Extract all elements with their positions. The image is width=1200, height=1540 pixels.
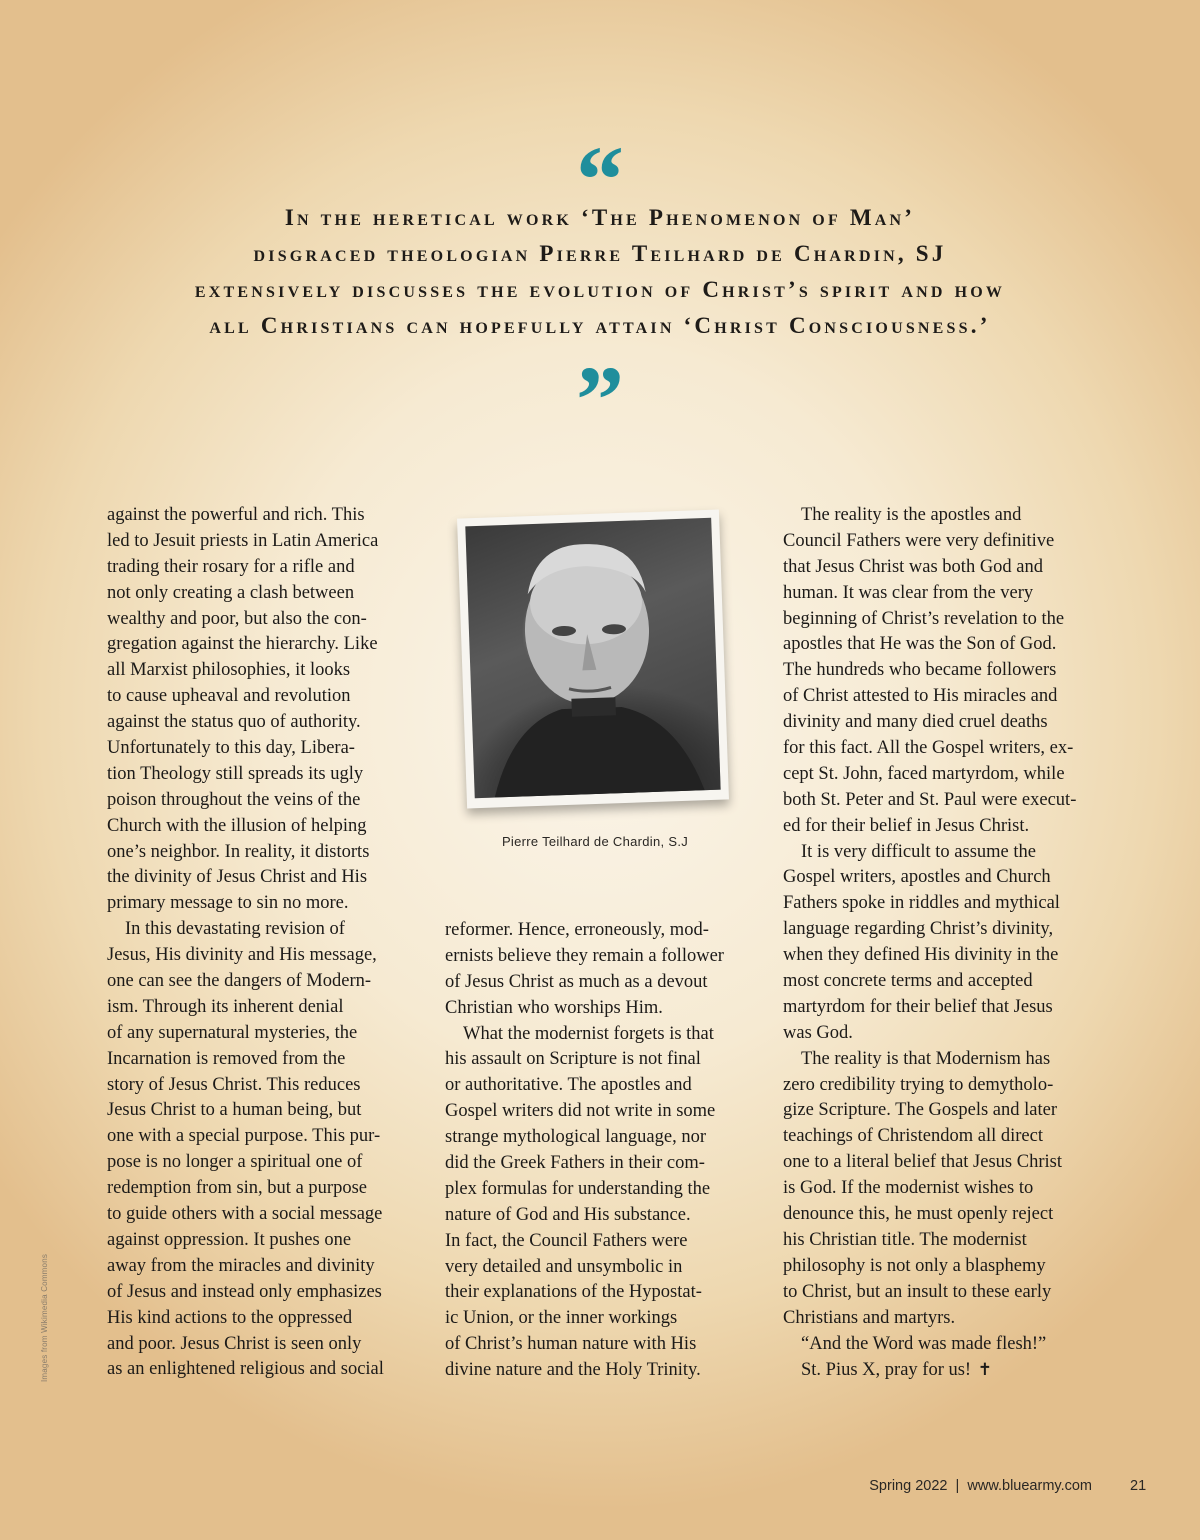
text-line: to cause upheaval and revolution (107, 686, 351, 707)
text-line: The reality is the apostles and (801, 505, 1022, 525)
text-line: Unfortunately to this day, Libera- (107, 738, 355, 759)
pull-quote-line: extensively discusses the evolution of Christ’s spirit and how (194, 277, 1006, 302)
text-line-final (783, 1357, 1103, 1383)
text-line: reformer. Hence, erroneously, mod- (445, 920, 709, 940)
open-quote-mark: “ (576, 126, 624, 233)
text-line: zero credibility trying to demytholo- (783, 1074, 1054, 1095)
footer-separator: | (955, 1478, 960, 1494)
article-column-1 (107, 503, 427, 1383)
text-line: against the status quo of authority. (107, 712, 361, 733)
text-line: one to a literal belief that Jesus Christ (783, 1152, 1062, 1173)
image-credit: Images from Wikimedia Commons (40, 1253, 49, 1382)
text-line: one’s neighbor. In reality, it distorts (107, 841, 370, 862)
text-line: trading their rosary for a rifle and (107, 556, 355, 577)
text-line: his assault on Scripture is not final (445, 1049, 701, 1070)
pull-quote (130, 200, 1070, 344)
closing-line-text: St. Pius X, pray for us! (801, 1360, 972, 1381)
text-line: and poor. Jesus Christ is seen only (107, 1333, 362, 1354)
text-line: primary message to sin no more. (107, 893, 349, 914)
portrait-photo (465, 518, 720, 798)
text-line: was God. (783, 1022, 853, 1043)
text-line: one with a special purpose. This pur- (107, 1126, 381, 1147)
text-line: apostles that He was the Son of God. (783, 634, 1057, 655)
portrait-photo-frame (457, 510, 729, 809)
text-line: gize Scripture. The Gospels and later (783, 1100, 1057, 1121)
text-line: to guide others with a social message (107, 1204, 383, 1225)
text-line: not only creating a clash between (107, 582, 355, 603)
text-line: Christian who worships Him. (445, 997, 663, 1018)
page-number: 21 (1130, 1478, 1147, 1494)
text-line: wealthy and poor, but also the con- (107, 608, 367, 629)
text-line: nature of God and His substance. (445, 1204, 691, 1225)
text-line: human. It was clear from the very (783, 582, 1034, 603)
text-line: poison throughout the veins of the (107, 789, 361, 810)
text-line: that Jesus Christ was both God and (783, 556, 1044, 577)
text-line: did the Greek Fathers in their com- (445, 1153, 705, 1174)
pull-quote-line: disgraced theologian Pierre Teilhard de Chardin, SJ (253, 241, 947, 266)
issue-date: Spring 2022 (869, 1478, 948, 1494)
text-line: their explanations of the Hypostat- (445, 1282, 702, 1303)
text-line: most concrete terms and accepted (783, 971, 1033, 992)
text-line: of Christ’s human nature with His (445, 1334, 697, 1355)
photo-caption: Pierre Teilhard de Chardin, S.J (501, 834, 689, 849)
text-line: both St. Peter and St. Paul were execut- (783, 789, 1077, 810)
text-line: Gospel writers did not write in some (445, 1101, 716, 1122)
article-column-2 (445, 918, 765, 1384)
text-line: The hundreds who became followers (783, 660, 1057, 681)
text-line: for this fact. All the Gospel writers, ex- (783, 738, 1074, 759)
text-line: It is very difficult to assume the (801, 841, 1036, 862)
text-line: very detailed and unsymbolic in (445, 1256, 683, 1277)
text-line: or authoritative. The apostles and (445, 1075, 692, 1096)
text-line: philosophy is not only a blasphemy (783, 1255, 1046, 1276)
text-line: Jesus, His divinity and His message, (107, 945, 377, 966)
text-line: of Jesus and instead only emphasizes (107, 1281, 382, 1302)
text-line: ic Union, or the inner workings (445, 1308, 678, 1329)
text-line: divinity and many died cruel deaths (783, 712, 1048, 733)
text-line: the divinity of Jesus Christ and His (107, 867, 368, 888)
cross-icon: ✝ (977, 1360, 992, 1380)
text-line: when they defined His divinity in the (783, 945, 1059, 966)
pull-quote-line: In the heretical work ‘The Phenomenon of Man’ (284, 205, 916, 230)
text-line: redemption from sin, but a purpose (107, 1178, 367, 1199)
website-link[interactable]: www.bluearmy.com (967, 1478, 1092, 1494)
text-line: story of Jesus Christ. This reduces (107, 1074, 361, 1095)
text-line: led to Jesuit priests in Latin America (107, 530, 379, 551)
text-line: strange mythological language, nor (445, 1127, 706, 1148)
text-line: Gospel writers, apostles and Church (783, 867, 1051, 888)
text-line: of Christ attested to His miracles and (783, 686, 1058, 707)
portrait-illustration (465, 518, 720, 798)
text-line: ernists believe they remain a follower (445, 945, 724, 966)
text-line: of Jesus Christ as much as a devout (445, 971, 708, 992)
close-quote-mark: ” (576, 346, 624, 453)
text-line: cept St. John, faced martyrdom, while (783, 763, 1065, 784)
text-line: Jesus Christ to a human being, but (107, 1100, 362, 1121)
text-line: Christians and martyrs. (783, 1307, 956, 1328)
text-line: martyrdom for their belief that Jesus (783, 996, 1053, 1017)
text-line: ed for their belief in Jesus Christ. (783, 815, 1030, 836)
text-line: pose is no longer a spiritual one of (107, 1152, 363, 1173)
text-line: Church with the illusion of helping (107, 815, 367, 836)
text-line: In fact, the Council Fathers were (445, 1230, 688, 1251)
pull-quote-line: all Christians can hopefully attain ‘Christ Consciousness.’ (209, 313, 991, 338)
text-line: What the modernist forgets is that (463, 1023, 714, 1044)
text-line: denounce this, he must openly reject (783, 1204, 1054, 1225)
text-line: The reality is that Modernism has (801, 1048, 1051, 1069)
text-line: Council Fathers were very definitive (783, 530, 1055, 551)
text-line: to Christ, but an insult to these early (783, 1281, 1052, 1302)
text-line: his Christian title. The modernist (783, 1229, 1027, 1250)
text-line: Fathers spoke in riddles and mythical (783, 893, 1060, 914)
text-line: gregation against the hierarchy. Like (107, 634, 378, 655)
text-line: one can see the dangers of Modern- (107, 971, 372, 992)
text-line: His kind actions to the oppressed (107, 1307, 353, 1328)
page-footer (869, 1478, 1092, 1494)
text-line: as an enlightened religious and social (107, 1359, 384, 1380)
text-line: In this devastating revision of (125, 919, 345, 940)
article-column-3 (783, 503, 1103, 1383)
text-line: beginning of Christ’s revelation to the (783, 608, 1065, 629)
text-line: against oppression. It pushes one (107, 1229, 352, 1250)
text-line: is God. If the modernist wishes to (783, 1178, 1034, 1199)
text-line: plex formulas for understanding the (445, 1178, 711, 1199)
text-line: against the powerful and rich. This (107, 505, 365, 525)
text-line: away from the miracles and divinity (107, 1255, 375, 1276)
text-line: teachings of Christendom all direct (783, 1126, 1043, 1147)
text-line: all Marxist philosophies, it looks (107, 660, 351, 681)
text-line: Incarnation is removed from the (107, 1048, 346, 1069)
text-line: ism. Through its inherent denial (107, 996, 344, 1017)
text-line: of any supernatural mysteries, the (107, 1022, 358, 1043)
text-line: “And the Word was made flesh!” (801, 1333, 1047, 1354)
text-line: divine nature and the Holy Trinity. (445, 1360, 701, 1381)
text-line: tion Theology still spreads its ugly (107, 763, 364, 784)
text-line: language regarding Christ’s divinity, (783, 919, 1054, 940)
